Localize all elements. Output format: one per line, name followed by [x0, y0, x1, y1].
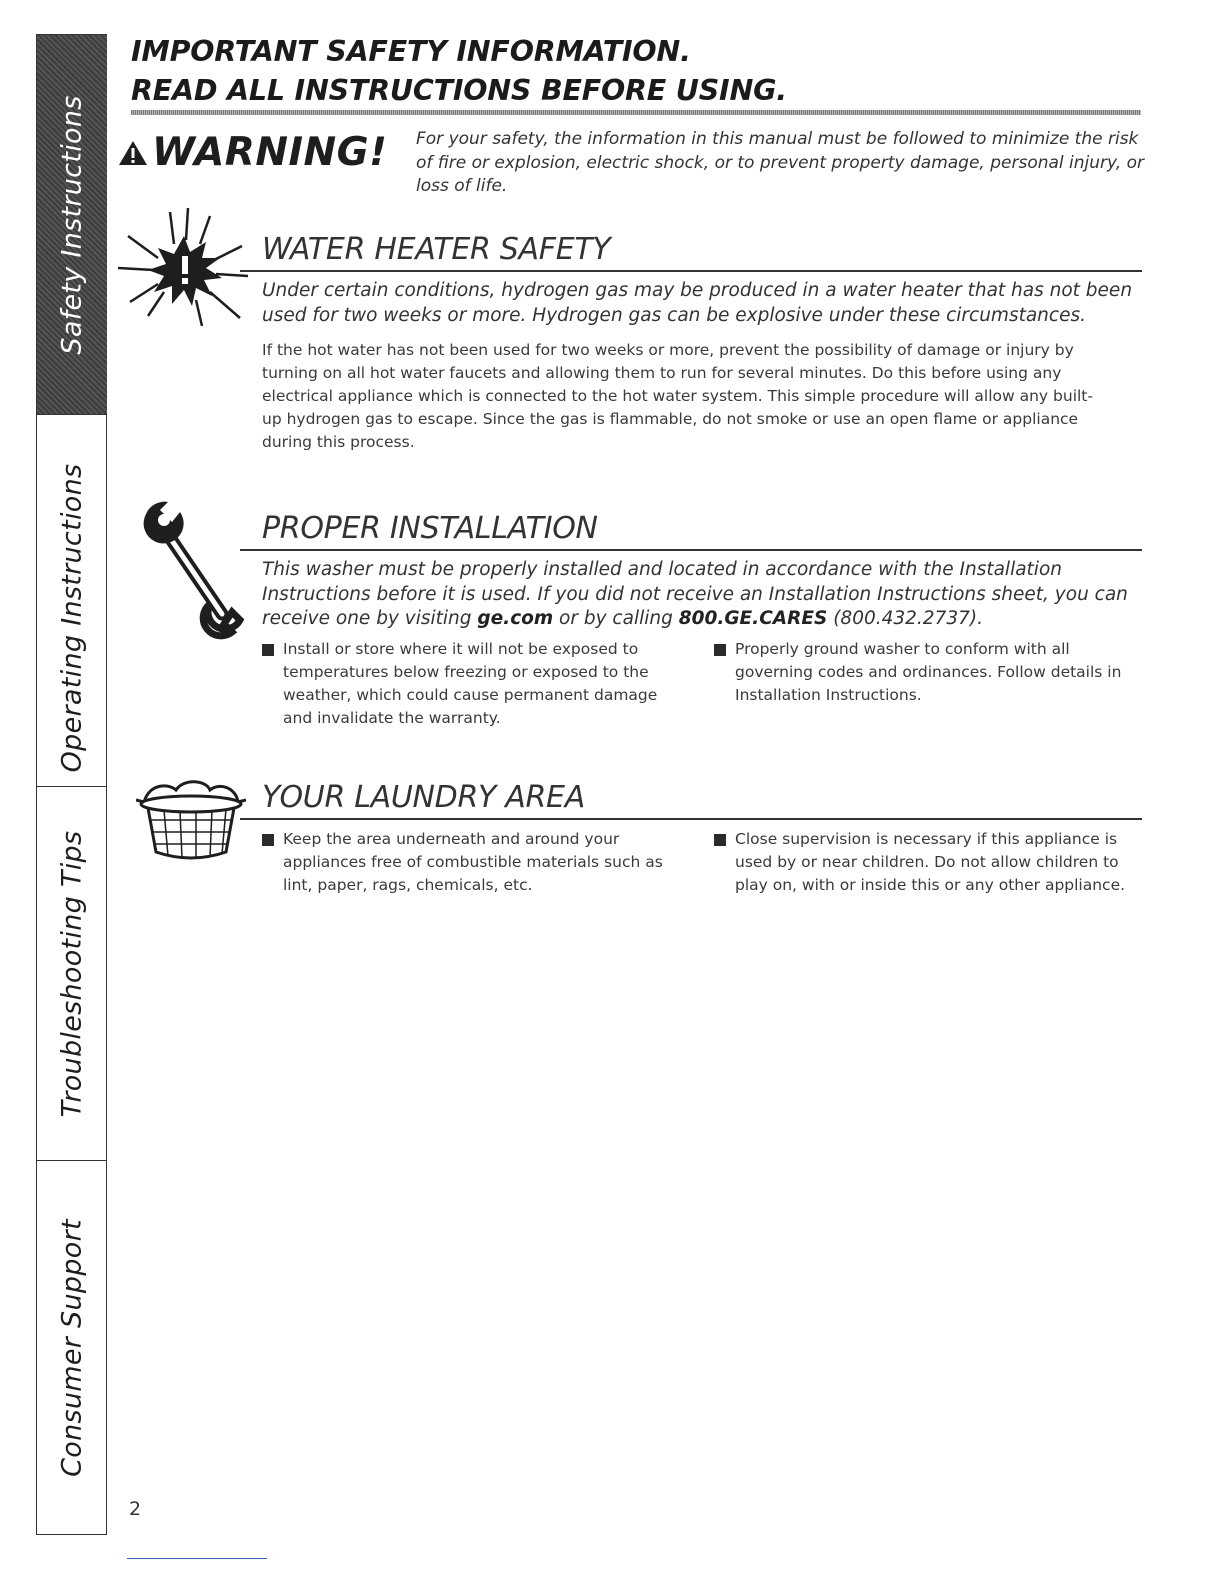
warning-title: [118, 130, 387, 175]
bullet-square-icon: [262, 644, 274, 656]
header-rule: [131, 110, 1141, 115]
warning-triangle-icon: [118, 139, 148, 167]
laundry-bullet-left: [262, 828, 682, 897]
bullet-text: Install or store where it will not be exposed to temperatures below freezing or exposed to the weather, which could cause permanent damage and invalidate the warranty.: [283, 640, 658, 727]
tab-consumer-support[interactable]: [37, 1160, 107, 1534]
bullet-text: Properly ground washer to conform with all governing codes and ordinances. Follow details in Installation Instructions.: [735, 640, 1122, 704]
tab-label: Operating Instructions: [56, 463, 87, 772]
phone-text: 800.GE.CARES: [678, 608, 828, 629]
explosion-icon: [118, 206, 258, 326]
header-line-1: IMPORTANT SAFETY INFORMATION.: [131, 35, 691, 68]
tab-label: Troubleshooting Tips: [56, 830, 87, 1117]
water-heater-intro: Under certain conditions, hydrogen gas may be produced in a water heater that has not been used for two weeks or more. Hydrogen gas can be explosive under these circumstances.: [262, 280, 1133, 326]
section-title-water-heater: WATER HEATER SAFETY: [262, 232, 611, 267]
installation-intro-a: This washer must be properly installed and located in accordance with the Installation Instructions before it is used. If you did not receive an Installation Instructions sheet, you can receive one by visiting: [262, 559, 1128, 629]
website-link[interactable]: ge.com: [477, 608, 554, 629]
section-title-installation: PROPER INSTALLATION: [262, 511, 598, 546]
warning-text: For your safety, the information in this manual must be followed to minimize the risk of fire or explosion, electric shock, or to prevent property damage, personal injury, or loss of life.: [416, 129, 1144, 196]
page-number: 2: [129, 1498, 142, 1520]
header-line-2: READ ALL INSTRUCTIONS BEFORE USING.: [131, 74, 787, 107]
bullet-square-icon: [714, 644, 726, 656]
tab-troubleshooting-tips[interactable]: [37, 786, 107, 1160]
phone-number: (800.432.2737).: [827, 608, 983, 629]
bullet-square-icon: [714, 834, 726, 846]
water-heater-body: If the hot water has not been used for two weeks or more, prevent the possibility of damage or injury by turning on all hot water faucets and allowing them to run for several minutes. Do this before using any electrical appliance which is connected to the hot water system. This simple procedure will allow any built-up hydrogen gas to escape. Since the gas is flammable, do not smoke or use an open flame or appliance during this process.: [262, 341, 1093, 451]
laundry-bullet-right: [714, 828, 1134, 897]
footer-rule: [127, 1558, 267, 1559]
installation-intro-b: or by calling: [553, 608, 679, 629]
laundry-basket-icon: [136, 778, 246, 864]
installation-bullet-left: [262, 638, 682, 730]
section-title-laundry: YOUR LAUNDRY AREA: [262, 780, 585, 815]
tab-operating-instructions[interactable]: [37, 414, 107, 820]
bullet-square-icon: [262, 834, 274, 846]
tab-label: Safety Instructions: [56, 94, 88, 355]
tab-label: Consumer Support: [56, 1218, 87, 1477]
installation-intro: [262, 558, 1142, 632]
section-rule: [240, 818, 1142, 820]
warning-block: [118, 126, 1148, 206]
tab-safety-instructions[interactable]: [37, 34, 107, 414]
page-header: [131, 32, 1141, 110]
section-rule: [240, 270, 1142, 272]
bullet-text: Keep the area underneath and around your appliances free of combustible materials such as lint, paper, rags, chemicals, etc.: [283, 830, 663, 894]
side-tabs: [36, 34, 107, 1535]
wrench-icon: [140, 500, 250, 640]
warning-label: WARNING!: [152, 130, 388, 175]
bullet-text: Close supervision is necessary if this appliance is used by or near children. Do not allow children to play on, with or inside this or any other appliance.: [735, 830, 1126, 894]
section-rule: [240, 549, 1142, 551]
installation-bullet-right: [714, 638, 1124, 707]
